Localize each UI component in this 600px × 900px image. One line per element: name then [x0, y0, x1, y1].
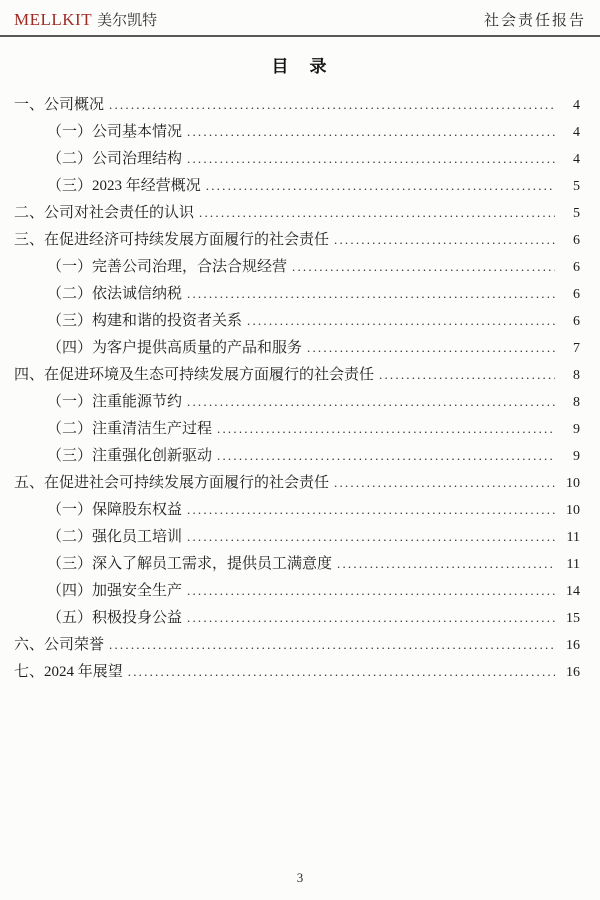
toc-entry — [14, 253, 580, 280]
report-title-header: 社会责任报告 — [483, 13, 586, 29]
toc-entry — [14, 388, 580, 415]
toc-leader-dots — [334, 469, 555, 496]
toc-entry-label: 四、在促进环境及生态可持续发展方面履行的社会责任 — [14, 367, 375, 383]
toc-leader-dots — [334, 226, 555, 253]
toc-entry-label: （三）2023 年经营概况 — [47, 178, 201, 194]
toc-entry-label: （二）注重清洁生产过程 — [47, 421, 213, 437]
toc-entry-label: （四）加强安全生产 — [47, 583, 183, 599]
toc-entry-page: 8 — [573, 368, 580, 383]
toc-leader-dots — [217, 442, 555, 469]
toc-entry — [14, 172, 580, 199]
toc-entry-label: （一）保障股东权益 — [47, 502, 183, 518]
toc-entry-label: （一）注重能源节约 — [47, 394, 183, 410]
toc-leader-dots — [187, 280, 555, 307]
toc-entry — [14, 577, 580, 604]
toc-entry-page: 9 — [573, 449, 580, 464]
toc-entry-label: （一）公司基本情况 — [47, 124, 183, 140]
toc-entry-label: 七、2024 年展望 — [14, 664, 123, 680]
toc-entry-label: （三）深入了解员工需求，提供员工满意度 — [47, 556, 333, 572]
toc-leader-dots — [187, 496, 555, 523]
toc-entry-label: 三、在促进经济可持续发展方面履行的社会责任 — [14, 232, 330, 248]
toc-entry — [14, 91, 580, 118]
toc-entry — [14, 442, 580, 469]
toc-entry — [14, 658, 580, 685]
brand — [14, 9, 157, 30]
toc-leader-dots — [337, 550, 555, 577]
toc-entry-page: 8 — [573, 395, 580, 410]
toc-entry — [14, 631, 580, 658]
toc-entry — [14, 361, 580, 388]
brand-logo-text: MELLKIT — [14, 10, 93, 29]
toc-entry-label: （一）完善公司治理，合法合规经营 — [47, 259, 288, 275]
toc-entry-page: 14 — [566, 584, 580, 599]
toc-leader-dots — [187, 577, 555, 604]
toc-leader-dots — [187, 118, 555, 145]
toc-entry-page: 7 — [573, 341, 580, 356]
toc-entry-page: 6 — [573, 287, 580, 302]
toc-leader-dots — [187, 523, 555, 550]
toc-entry — [14, 550, 580, 577]
toc-entry-label: （五）积极投身公益 — [47, 610, 183, 626]
toc-leader-dots — [217, 415, 555, 442]
toc-leader-dots — [206, 172, 555, 199]
toc-entry — [14, 496, 580, 523]
toc-entry-label: 五、在促进社会可持续发展方面履行的社会责任 — [14, 475, 330, 491]
toc-entry — [14, 307, 580, 334]
toc-entry-page: 6 — [573, 233, 580, 248]
toc-entry-page: 10 — [566, 476, 580, 491]
toc-entry-page: 15 — [566, 611, 580, 626]
toc-leader-dots — [109, 91, 555, 118]
toc-entry-page: 4 — [573, 98, 580, 113]
toc-entry-label: （二）公司治理结构 — [47, 151, 183, 167]
toc-leader-dots — [307, 334, 555, 361]
toc-entry — [14, 226, 580, 253]
toc-title: 目 录 — [271, 57, 329, 76]
toc-entry — [14, 334, 580, 361]
toc-entry-page: 11 — [566, 557, 580, 572]
toc-entry — [14, 145, 580, 172]
toc-entry — [14, 415, 580, 442]
toc-entry — [14, 280, 580, 307]
toc-entry-label: （二）依法诚信纳税 — [47, 286, 183, 302]
toc-entry-page: 4 — [573, 125, 580, 140]
toc-entry — [14, 523, 580, 550]
toc-entry-label: （三）构建和谐的投资者关系 — [47, 313, 243, 329]
toc-entry — [14, 118, 580, 145]
toc-entry-label: （二）强化员工培训 — [47, 529, 183, 545]
toc-leader-dots — [187, 145, 555, 172]
toc-leader-dots — [199, 199, 555, 226]
brand-name-chinese: 美尔凯特 — [97, 13, 158, 29]
toc-entry-label: 二、公司对社会责任的认识 — [14, 205, 195, 221]
toc-entry-page: 16 — [566, 638, 580, 653]
toc-entry-page: 16 — [566, 665, 580, 680]
toc-entry — [14, 604, 580, 631]
toc-entry — [14, 199, 580, 226]
page-footer — [0, 870, 600, 886]
toc-entry — [14, 469, 580, 496]
toc-leader-dots — [128, 658, 555, 685]
toc-entry-label: 一、公司概况 — [14, 97, 105, 113]
toc-entry-page: 5 — [573, 179, 580, 194]
toc-list — [0, 87, 600, 685]
toc-leader-dots — [187, 604, 555, 631]
toc-entry-label: （四）为客户提供高质量的产品和服务 — [47, 340, 303, 356]
toc-leader-dots — [109, 631, 555, 658]
toc-leader-dots — [187, 388, 555, 415]
toc-leader-dots — [292, 253, 555, 280]
toc-entry-page: 5 — [573, 206, 580, 221]
page-header — [0, 0, 600, 37]
toc-entry-page: 9 — [573, 422, 580, 437]
toc-entry-page: 6 — [573, 260, 580, 275]
toc-entry-page: 6 — [573, 314, 580, 329]
page-number: 3 — [296, 870, 304, 885]
toc-entry-label: 六、公司荣誉 — [14, 637, 105, 653]
toc-leader-dots — [247, 307, 555, 334]
toc-entry-label: （三）注重强化创新驱动 — [47, 448, 213, 464]
toc-entry-page: 11 — [566, 530, 580, 545]
toc-entry-page: 4 — [573, 152, 580, 167]
toc-entry-page: 10 — [566, 503, 580, 518]
toc-leader-dots — [379, 361, 555, 388]
